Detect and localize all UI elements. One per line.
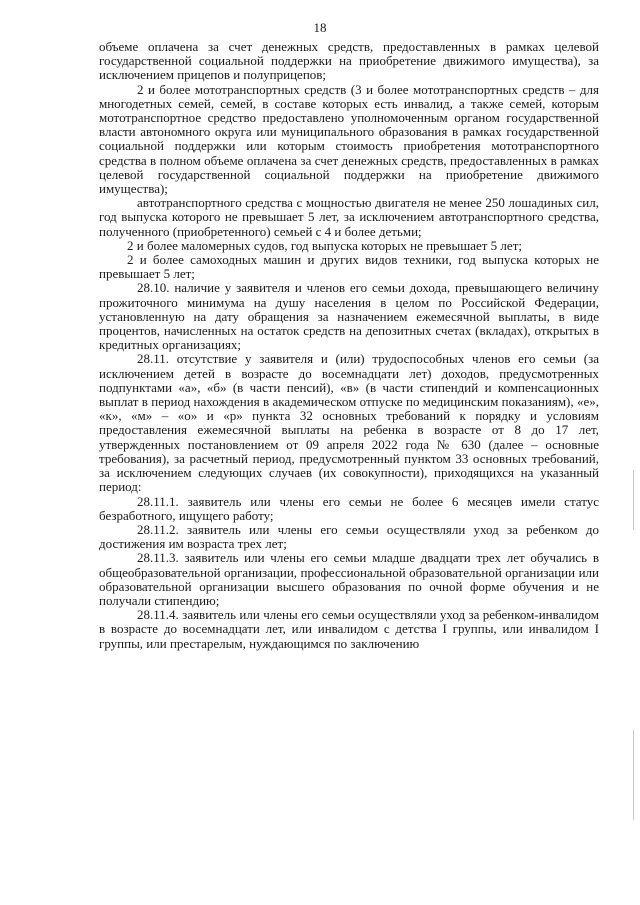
paragraph-mototransport: 2 и более мототранспортных средств (3 и более мототранспортных средств – для многодетных семей, семей, в составе которых есть инвалид, а также семей, которым мототранспортное средство предоставлено уполномоченным органом государственной власти автономного округа или муниципального образования в рамках государственной социальной поддержки или которым стоимость приобретения мототранспортного средства в полном объеме оплачена за счет денежных средств, предоставленных в рамках целевой государственной социальной поддержки на приобретение движимого имущества); bbox=[99, 81, 599, 197]
paragraph-28-11-3: 28.11.3. заявитель или члены его семьи младше двадцати трех лет обучались в общеобразовательной организации, профессиональной образовательной организации или образовательной организации высшего образования по очной форме обучения и не получали стипендию; bbox=[99, 550, 599, 608]
document-body bbox=[99, 40, 599, 651]
paragraph-small-vessels: 2 и более маломерных судов, год выпуска которых не превышает 5 лет; bbox=[127, 237, 522, 253]
paragraph-28-11-2: 28.11.2. заявитель или члены его семьи осуществляли уход за ребенком до достижения им возраста трех лет; bbox=[99, 521, 599, 552]
paragraph-28-11-1: 28.11.1. заявитель или члены его семьи не более 6 месяцев имели статус безработного, ищущего работу; bbox=[99, 493, 599, 523]
page-number: 18 bbox=[313, 20, 327, 35]
paragraph-continuation: объеме оплачена за счет денежных средств, предоставленных в рамках целевой государственной социальной поддержки на приобретение движимого имущества), за исключением прицепов и полуприцепов; bbox=[99, 39, 599, 83]
paragraph-28-11-4: 28.11.4. заявитель или члены его семьи осуществляли уход за ребенком-инвалидом в возрасте до восемнадцати лет, или инвалидом с детства I группы, или инвалидом I группы, или престарелым, нуждающимся по заключению bbox=[99, 607, 599, 651]
paragraph-self-propelled: 2 и более самоходных машин и других видов техники, год выпуска которых не превышает 5 лет; bbox=[99, 252, 599, 282]
scan-edge-mark bbox=[633, 730, 634, 820]
paragraph-28-11: 28.11. отсутствие у заявителя и (или) трудоспособных членов его семьи (за исключением детей в возрасте до восемнадцати лет) доходов, предусмотренных подпунктами «а», «б» (в части пенсий), «в» (в части стипендий и компенсационных выплат в период нахождения в академическом отпуске по медицинским показаниям), «е», «к», «м» – «о» и «р» пункта 32 основных требований к порядку и условиям предоставления ежемесячной выплаты на ребенка в возрасте от 8 до 17 лет, утвержденных постановлением от 09 апреля 2022 года № 630 (далее – основные требования), за расчетный период, предусмотренный пунктом 33 основных требований, за исключением следующих случаев (их совокупности), приходящихся на указанный период: bbox=[99, 351, 599, 495]
scan-edge-mark bbox=[633, 470, 634, 530]
paragraph-28-10: 28.10. наличие у заявителя и членов его семьи дохода, превышающего величину прожиточного минимума на душу населения в целом по Российской Федерации, установленную на дату обращения за назначением ежемесячной выплаты, в виде процентов, начисленных на остаток средств на депозитных счетах (вкладах), открытых в кредитных организациях; bbox=[99, 280, 599, 353]
paragraph-autotransport: автотранспортного средства с мощностью двигателя не менее 250 лошадиных сил, год выпуска которого не превышает 5 лет, за исключением автотранспортного средства, полученного (приобретенного) семьей с 4 и более детьми; bbox=[99, 195, 599, 239]
